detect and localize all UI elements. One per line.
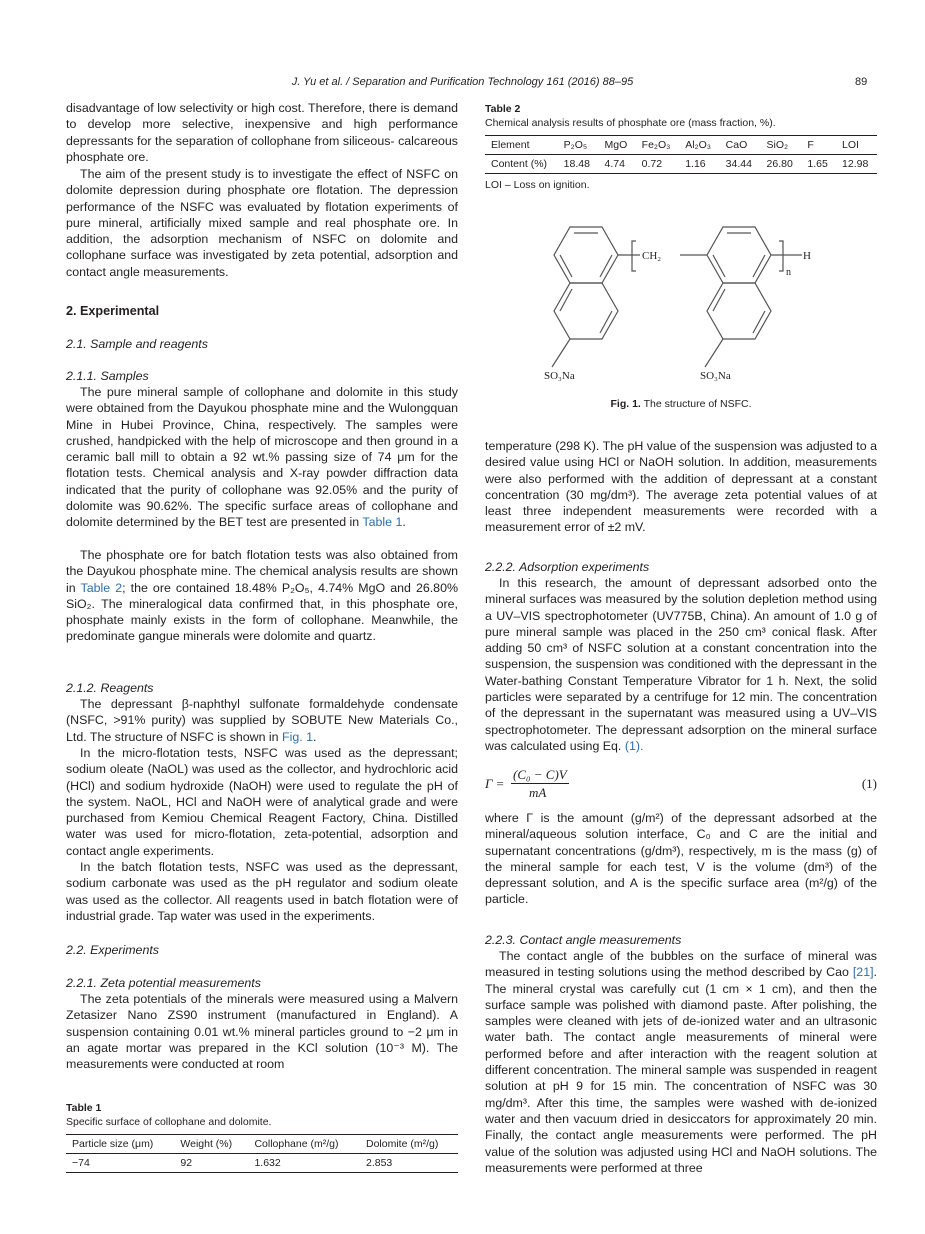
subsection-heading: 2.1. Sample and reagents xyxy=(66,337,208,351)
table-row: −74 92 1.632 2.853 xyxy=(72,1157,393,1169)
paragraph: The contact angle of the bubbles on the surface of mineral was measured in testing solutions using the method described by Cao [21]. The mineral crystal was carefully cut (1 cm × 1 cm), and then the surface sample was polished with diamond paste. After polishing, the samples were cleaned with jets of de-ionized water and an ultrasonic water bath. The contact angle measurements of mineral were performed before and after interaction with the reagent solution at different concentration. The mineral sample was suspended in reagent solution at pH 9 for 15 min. The concentration of NSFC was 30 mg/dm³. After this time, the samples were washed with de-ionized water and then vacuum dried in desiccators for approximately 20 min. Finally, the contact angle measurements were performed. The pH value of the solution was adjusted using HCl and NaOH solutions. The measurements were performed at three xyxy=(485,949,877,1175)
paragraph: where Γ is the amount (g/m²) of the depressant adsorbed at the mineral/aqueous solution interface, C₀ and C are the initial and supernatant concentrations (g/dm³), respectively, m is the mass (g) of the mineral sample for each test, V is the volume (dm³) of the depressant solution, and A is the specific surface area (m²/g) of the particle. xyxy=(485,811,877,907)
paragraph: The depressant β-naphthyl sulfonate formaldehyde condensate (NSFC, >91% purity) was supplied by SOBUTE New Materials Co., Ltd. The structure of NSFC is shown in Fig. 1. xyxy=(66,697,458,744)
equation-number: (1) xyxy=(861,776,877,791)
table1-link[interactable]: Table 1 xyxy=(362,515,403,530)
table-caption: Specific surface of collophane and dolomite. xyxy=(66,1116,272,1128)
h-label: H xyxy=(803,250,811,262)
equation-1: Γ = (C₀ − C)V mA (1) xyxy=(485,767,877,800)
page-number: 89 xyxy=(855,76,868,88)
paragraph: disadvantage of low selectivity or high cost. Therefore, there is demand to develop more selective, inexpensive and high performance depressants for the separation of collophane from siliceous- calcareous phosphate ore. xyxy=(66,101,458,164)
figure-caption: Fig. 1. The structure of NSFC. xyxy=(610,398,752,410)
equation-link[interactable]: (1). xyxy=(624,738,644,753)
table-label: Table 1 xyxy=(66,1102,102,1114)
paragraph: temperature (298 K). The pH value of the suspension was adjusted to a desired value using HCl or NaOH solution. In addition, measurements were also performed with the addition of depressant at a constant concentration (30 mg/dm³). The average zeta potential values of at least three independent measurements were recorded with a measurement error of ±2 mV. xyxy=(485,439,877,535)
n-label: n xyxy=(786,267,791,278)
so3na-label: SO₃Na xyxy=(700,370,731,382)
subsubsection-heading: 2.2.2. Adsorption experiments xyxy=(485,560,650,574)
paragraph: In this research, the amount of depressant adsorbed onto the mineral surfaces was measured by the solution depletion method using a UV–VIS spectrophotometer (UV775B, China). An amount of 1.0 g of pure mineral sample was placed in the 250 cm³ conical flask. After adding 50 cm³ of NSFC solution at a constant concentration into the suspension, the suspension was conditioned with the depressant in the Water-bathing Constant Temperature Vibrator for 1 h. Next, the solid particles were separated by a centrifuge for 12 min. The concentration of the depressant in the supernatant was measured using a UV–VIS spectrophotometer. The depressant adsorption on the mineral surface was calculated using Eq. (1). xyxy=(485,576,877,753)
table-row: Content (%) 18.48 4.74 0.72 1.16 34.44 26.80 1.65 12.98 xyxy=(491,158,869,170)
subsection-heading: 2.2. Experiments xyxy=(66,943,159,957)
fig1-link[interactable]: Fig. 1 xyxy=(282,729,314,744)
table1 xyxy=(66,1101,458,1173)
paragraph: In the batch flotation tests, NSFC was used as the depressant, sodium carbonate was used as the pH regulator and sodium oleate was used as the collector. All reagents used in batch flotation were of industrial grade. Tap water was used in the experiments. xyxy=(66,860,458,923)
so3na-label: SO₃Na xyxy=(544,370,575,382)
paragraph: The phosphate ore for batch flotation tests was also obtained from the Dayukou phosphate mine. The chemical analysis results are shown in Table 2; the ore contained 18.48% P₂O₅, 4.74% MgO and 26.80% SiO₂. The mineralogical data confirmed that, in this phosphate ore, phosphate mainly exists in the form of collophane. Meanwhile, the predominate gangue minerals were dolomite and quartz. xyxy=(66,548,458,644)
paragraph: The aim of the present study is to investigate the effect of NSFC on dolomite depression during phosphate ore flotation. The depression performance of the NSFC was evaluated by flotation experiments of pure mineral, artificially mixed sample and real phosphate ore. In addition, the adsorption mechanism of NSFC on dolomite and collophane surface was investigated by zeta potential, adsorption and contact angle measurements. xyxy=(66,167,458,279)
paragraph: In the micro-flotation tests, NSFC was used as the depressant; sodium oleate (NaOL) was used as the collector, and hydrochloric acid (HCl) and sodium hydroxide (NaOH) were used to regulate the pH of the system. NaOL, HCl and NaOH were of analytical grade and were purchased from Kemiou Chemical Reagent Factory, China. Distilled water was used for micro-flotation, zeta-potential, adsorption and contact angle experiments. xyxy=(66,746,458,858)
running-header: J. Yu et al. / Separation and Purification Technology 161 (2016) 88–95 xyxy=(291,76,634,88)
reference-link[interactable]: [21] xyxy=(852,965,874,980)
table-label: Table 2 xyxy=(485,103,521,115)
section-heading: 2. Experimental xyxy=(66,304,160,318)
table-caption: Chemical analysis results of phosphate ore (mass fraction, %). xyxy=(485,117,776,129)
subsubsection-heading: 2.2.1. Zeta potential measurements xyxy=(66,976,261,990)
table-note: LOI – Loss on ignition. xyxy=(485,179,590,191)
paragraph: The zeta potentials of the minerals were measured using a Malvern Zetasizer Nano ZS90 instrument (manufactured in England). A suspension containing 0.01 wt.% mineral particles ground to −2 μm in an agate mortar was prepared in the KCl solution (10⁻³ M). The measurements were conducted at room xyxy=(66,992,458,1072)
paragraph: The pure mineral sample of collophane and dolomite in this study were obtained from the Dayukou phosphate mine and the Wulongquan Mine in Hubei Province, China, respectively. The samples were crushed, handpicked with the help of microscope and then ground in a ceramic ball mill to obtain a 92 wt.% passing size of 74 μm for the flotation tests. Chemical analysis and X-ray powder diffraction data indicated that the purity of collophane was 92.05% and the purity of dolomite was 90.62%. The specific surface areas of collophane and dolomite determined by the BET test are presented in Table 1. xyxy=(66,385,458,530)
nsfc-structure-figure xyxy=(530,215,830,385)
ch2-label: CH₂ xyxy=(642,250,662,262)
subsubsection-heading: 2.1.1. Samples xyxy=(66,369,149,383)
table-header-row: Particle size (μm) Weight (%) Collophane (m²/g) Dolomite (m²/g) xyxy=(66,1135,458,1154)
subsubsection-heading: 2.1.2. Reagents xyxy=(66,681,154,695)
table2 xyxy=(485,102,877,192)
subsubsection-heading: 2.2.3. Contact angle measurements xyxy=(485,933,682,947)
table-header-row: Element P₂O₅ MgO Fe₂O₃ Al₂O₃ CaO SiO₂ F LOI xyxy=(485,136,877,155)
table2-link[interactable]: Table 2 xyxy=(80,580,123,595)
